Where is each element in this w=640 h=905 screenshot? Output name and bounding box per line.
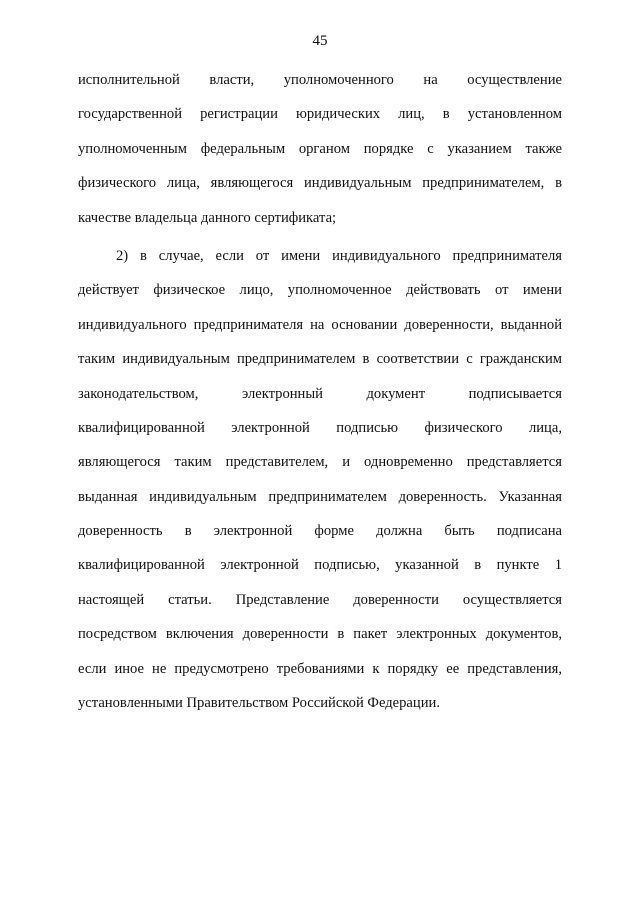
text-line: индивидуального предпринимателя на основании доверенности, выданной [78,316,562,333]
page-number: 45 [312,33,328,49]
document-body [78,68,562,725]
text-line: качестве владельца данного сертификата; [78,209,337,226]
text-line: физического лица, являющегося индивидуальным предпринимателем, в [78,175,562,192]
text-line: 2) в случае, если от имени индивидуального предпринимателя [116,247,562,264]
text-line: действует физическое лицо, уполномоченное действовать от имени [78,282,562,299]
text-line: доверенность в электронной форме должна быть подписана [78,523,562,540]
text-line: уполномоченным федеральным органом порядке с указанием также [78,140,562,157]
text-line: квалифицированной электронной подписью физического лица, [78,419,562,436]
text-line: исполнительной власти, уполномоченного на осуществление [78,72,562,88]
text-line: законодательством, электронный документ подписывается [78,385,562,402]
text-line: квалифицированной электронной подписью, указанной в пункте 1 [78,557,562,574]
text-line: настоящей статьи. Представление доверенности осуществляется [78,591,562,608]
text-line: установленными Правительством Российской Федерации. [78,695,440,712]
paragraph-2 [78,244,562,725]
text-line: являющегося таким представителем, и одновременно представляется [78,454,562,471]
text-line: если иное не предусмотрено требованиями к порядку ее представления, [78,660,562,677]
text-line: посредством включения доверенности в пакет электронных документов, [78,626,562,643]
text-line: выданная индивидуальным предпринимателем доверенность. Указанная [78,488,562,505]
text-line: государственной регистрации юридических лиц, в установленном [78,106,562,123]
text-line: таким индивидуальным предпринимателем в соответствии с гражданским [78,351,562,368]
paragraph-1 [78,68,562,240]
